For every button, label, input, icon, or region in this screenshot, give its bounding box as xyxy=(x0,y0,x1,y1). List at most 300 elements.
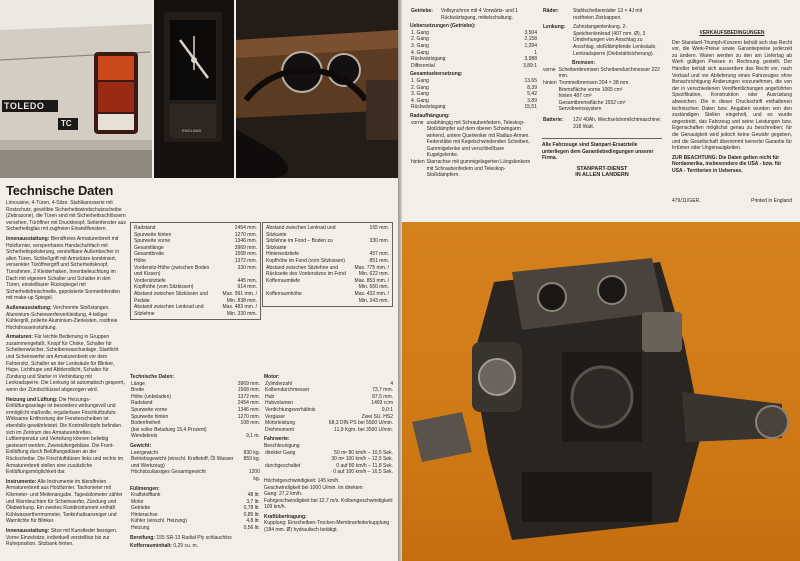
dimension-row xyxy=(133,291,258,304)
weight-title: Gewicht: xyxy=(130,442,152,449)
clock-illustration xyxy=(154,0,234,178)
motor-row xyxy=(264,400,394,407)
interior-text: Blendfreies Armaturenbrett mit Holzfurnier, versperrbares Handschuhfach mit Sicherheitspolsterung, verstellbare Außenbecher in allen Türen, Schließgriff mit Armstütze kombiniert, versenkter Türöffnergriff und Sicherheitsknopf, Türrahmen, 2 Kleiderhaken, Innenbeleuchtung im Dach mit eigenem Schalter und Schalter in den Türen, einstellbarer Rückspiegel mit Sicherheitsfreischnelle, gepolsterte Sonnenblenden mit make-up Spiegel. xyxy=(6,235,120,302)
tyre-line xyxy=(130,535,261,542)
total-value: 8,39 xyxy=(527,84,537,91)
total-row xyxy=(410,78,538,85)
dimension-row xyxy=(133,284,258,291)
steering-row xyxy=(542,24,662,57)
drive-note: Gang: 27,2 km/h. xyxy=(264,491,303,498)
motor-value: 1493 ccm xyxy=(371,400,393,407)
motor-label: Motorleistung xyxy=(265,420,296,427)
car-rear-photo xyxy=(0,0,152,178)
attention-text: ZUR BEACHTUNG: Die Daten gelten nicht für Nordamerika, insbesondere die USA - bzw. für USA - Territorien in Uebersee. xyxy=(672,154,782,174)
total-label: 1. Gang xyxy=(411,77,429,84)
ratio-value: 1 xyxy=(534,49,537,56)
right-page xyxy=(402,0,800,561)
dimension-value: 445 mm. xyxy=(237,277,257,284)
printed-in: Printed in England xyxy=(751,198,792,204)
tech-value: 108 mm. xyxy=(240,420,260,427)
dimension-label: Sitzlehne im Fond – Boden zu Sitzkante xyxy=(266,238,333,251)
ratio-row xyxy=(410,43,538,50)
brake-row xyxy=(542,106,662,113)
trunk-line xyxy=(130,543,261,550)
tech-label: Höhe (unbeladen) xyxy=(131,393,172,400)
tyre-value: 155 SR-13 Radial Ply schlauchlos xyxy=(156,534,232,541)
brake-label xyxy=(542,93,558,100)
dimension-value: 1346 mm. xyxy=(234,238,257,245)
dimension-value: 3969 mm. xyxy=(234,244,257,251)
tech-value: 1372 mm. xyxy=(237,393,260,400)
weight-value: 859 kg. xyxy=(243,456,260,463)
motor-row xyxy=(264,414,394,421)
weight-table xyxy=(130,450,261,483)
tech-row xyxy=(130,433,261,440)
tech-value: 2454 mm. xyxy=(237,400,260,407)
tech-table xyxy=(130,381,261,440)
brake-table xyxy=(542,67,662,113)
suspension-label: vorne xyxy=(411,119,424,126)
clutch-text: Kupplung: Einscheiben-Trocken-Membranfederkupplung (184 mm. Ø) hydraulisch betätigt. xyxy=(264,520,390,534)
car-badge: TOLEDO xyxy=(4,101,45,111)
dimension-row xyxy=(133,232,258,239)
seats-head: Innenausstattung: xyxy=(6,527,50,534)
exterior-head: Außenausstattung: xyxy=(6,304,52,311)
suspension-row xyxy=(410,120,538,140)
dimension-value: 330 mm. xyxy=(237,264,257,271)
fill-value: 4,8 ltr. xyxy=(246,518,260,525)
dimension-label: Radstand xyxy=(134,225,156,231)
dimension-label: Hinteresitztiefe xyxy=(266,251,300,258)
total-row xyxy=(410,91,538,98)
service-head2: IN ALLEN LANDERN xyxy=(575,172,629,179)
instruments-text: Alle Instrumente im blendfreien Armaturenbrett aus Holzfurnier. Tachometer mit Kilometer- und Meilenangabe. Tageskilometer zähler und Warnleuchten für Scheinwerfer, Zündung und Ölabwirkung. Ein zweites Rundinstrument enthält Kühlwasserthermometer, Tankinhaltsanzeiger und Warnlichte für Blinker. xyxy=(6,478,123,525)
suspension-row xyxy=(410,139,538,159)
trunk-value: 0,29 cu. m. xyxy=(173,543,199,550)
dimension-row xyxy=(133,278,258,285)
ratio-label: Rückwärtsgang xyxy=(411,56,446,63)
dimension-label: Abstand zwischen Lenkrad und Sitzkante xyxy=(266,225,336,238)
ratio-row xyxy=(410,36,538,43)
drive-sub: Beschleunigung xyxy=(264,442,300,449)
dimensions-table-left xyxy=(133,225,258,317)
left-page xyxy=(0,0,398,561)
total-label: 3. Gang xyxy=(411,91,429,98)
dimension-row xyxy=(265,225,390,238)
tech-title: Technische Daten: xyxy=(130,374,175,380)
tech-row xyxy=(130,427,261,434)
dimension-row xyxy=(265,278,390,291)
weight-value: 830 kg. xyxy=(243,449,260,456)
dimension-value: 1270 mm. xyxy=(234,231,257,238)
brake-row xyxy=(542,87,662,94)
total-title: Gesamtuebersetzung: xyxy=(410,71,463,78)
fill-row xyxy=(130,505,261,512)
total-label: Rückwärtsgang xyxy=(411,104,446,111)
equipment-text-column xyxy=(6,200,126,551)
dimension-row xyxy=(133,245,258,252)
tech-value: 1346 mm. xyxy=(237,406,260,413)
motor-label: Verdichtungsverhältnis xyxy=(265,406,316,413)
total-label: 4. Gang xyxy=(411,97,429,104)
dimension-label: Kopfhöhe im Fond (vom Sitzkissen) xyxy=(266,257,345,264)
weight-label: Höchstzulässiges Gesamtgewicht xyxy=(131,469,206,476)
brake-value: Scheibenbremsen Scheibendurchmesser 222 mm. xyxy=(558,66,660,80)
motor-value: 73,7 mm. xyxy=(372,387,393,394)
intro-paragraph xyxy=(6,200,126,233)
dimension-label: Vordersitz-Höhe (zwischen Boden und Kissen) xyxy=(134,264,210,278)
brake-value: Bremsfläche vorne 1065 cm² xyxy=(558,86,623,93)
dimension-label: Kofferraumhöhe xyxy=(266,290,302,297)
suspension-row xyxy=(410,159,538,179)
motor-value: 4 xyxy=(390,380,393,387)
wheels-row xyxy=(542,8,662,21)
motor-value: 87,5 mm. xyxy=(372,393,393,400)
tech-label: Radstand xyxy=(131,400,153,407)
tech-data-column xyxy=(130,374,261,550)
brake-value: Trommelbremsen 204 × 38 mm. xyxy=(558,79,630,86)
dimension-row xyxy=(265,251,390,258)
ratio-value: 1,394 xyxy=(524,42,537,49)
brake-value: hinten 487 cm² xyxy=(558,93,592,100)
susp-label: Radaufhängung: xyxy=(410,112,450,119)
drive-row xyxy=(264,450,394,457)
tech-label: Länge xyxy=(131,380,145,387)
fill-table xyxy=(130,492,261,532)
drive-title: Fahrwerte: xyxy=(264,436,290,443)
ratio-value: 3,504 xyxy=(524,29,537,36)
instruments-paragraph xyxy=(6,479,126,525)
controls-head: Armaturen: xyxy=(6,334,33,341)
motor-row xyxy=(264,420,394,427)
dashboard-instruments-photo xyxy=(236,0,398,178)
fill-label: Kraftstofftank xyxy=(131,492,161,499)
dimension-label: Spurweite vorne xyxy=(134,238,171,245)
drive-row xyxy=(264,463,394,470)
service-note: Alle Fahrzeuge sind Stanpart-Ersatzteile unterliegen dem Garantiebedingungen unserer Firma. xyxy=(542,138,662,162)
motor-value: 9,0:1 xyxy=(381,406,393,413)
drive-value: 50 mᵉ 80 km/h – 10,5 Sek. xyxy=(334,449,393,456)
dashboard-illustration xyxy=(236,0,398,178)
suspension-label: hinten xyxy=(411,159,425,166)
tech-row xyxy=(130,381,261,388)
drive-row xyxy=(264,456,394,463)
brake-label xyxy=(542,106,558,113)
interior-head: Innenausstattung: xyxy=(6,235,50,242)
total-row xyxy=(410,98,538,105)
dimension-label: Abstand zwischen Sitzlehne und Rückseite des Vordersitzes im Fond xyxy=(266,264,346,278)
tech-label: Spurweite vorne xyxy=(131,406,168,413)
brake-row xyxy=(542,67,662,80)
dimension-row xyxy=(133,265,258,278)
dimension-value: Max. 483 mm. / Min. 330 mm. xyxy=(222,304,257,317)
brake-row xyxy=(542,80,662,87)
ratio-title: Uebersetzungen (Getriebe): xyxy=(410,23,476,30)
brake-value: Gesamtbremsfläche 1552 cm² xyxy=(558,99,626,106)
total-table xyxy=(410,78,538,111)
dimension-row xyxy=(133,251,258,258)
total-row xyxy=(410,85,538,92)
dimension-row xyxy=(133,225,258,232)
dimension-label: Höhe xyxy=(134,257,146,264)
dimension-value: 165 mm. xyxy=(369,225,389,231)
brake-row xyxy=(542,93,662,100)
dimension-row xyxy=(265,258,390,265)
drive-row xyxy=(264,469,394,476)
battery-text: 12V 40Ah, Wechselstromlichtmaschine: 318 Watt. xyxy=(573,116,662,130)
instruments-head: Instrumente: xyxy=(6,478,37,485)
dimension-value: Max. 991 mm. / Min. 838 mm. xyxy=(222,290,257,304)
motor-row xyxy=(264,381,394,388)
tyre-label: Bereifung: xyxy=(130,534,155,541)
suspension-label xyxy=(410,139,426,159)
ratio-label: 1. Gang xyxy=(411,29,429,36)
total-value: 5,42 xyxy=(527,91,537,98)
chassis-column xyxy=(542,8,662,179)
tech-label: Wendekreis xyxy=(131,433,158,440)
tech-row xyxy=(130,400,261,407)
dimension-label: Abstand zwischen Lenkrad und Sitzlehne xyxy=(134,304,204,317)
drivetrain-column xyxy=(410,8,538,179)
brake-label: Bremsen: xyxy=(572,60,596,67)
drive-label: direkter Gang xyxy=(265,449,296,456)
fill-value: 0,78 ltr. xyxy=(243,505,260,512)
engine-photo xyxy=(402,222,800,561)
drive-notes xyxy=(264,478,394,511)
fill-row xyxy=(130,492,261,499)
heating-head: Heizung und Lüftung: xyxy=(6,396,58,403)
weight-row xyxy=(130,469,261,482)
drive-note: Höchstgeschwindigkeit: 145 km/h. xyxy=(264,477,340,484)
dimension-value: 1372 mm. xyxy=(234,257,257,264)
dimension-row xyxy=(265,291,390,304)
drive-note: Fahrgeschwindigkeit bei 12,7 m/s. Kolbengeschwindigkeit: 109 km/h. xyxy=(264,497,394,511)
tech-value: 3969 mm. xyxy=(237,380,260,387)
drive-label xyxy=(264,469,312,476)
service-head1: STANPART-DIENST xyxy=(576,165,628,172)
dimension-value: Max. 775 mm. / Min. 622 mm. xyxy=(354,264,389,278)
ratio-label: 2. Gang xyxy=(411,36,429,43)
ratio-value: 3,988 xyxy=(524,56,537,63)
ratio-table xyxy=(410,30,538,70)
dimensions-box-left xyxy=(130,222,261,320)
motor-label: Hubvolumen xyxy=(265,400,294,407)
susp-table xyxy=(410,120,538,179)
drive-label: durchgeschaltet xyxy=(265,462,301,469)
brake-label xyxy=(542,87,558,94)
footer-line xyxy=(672,198,792,205)
motor-title: Motor: xyxy=(264,374,280,380)
dimension-label: Gesamtbreite xyxy=(134,251,165,258)
dimension-row xyxy=(133,238,258,245)
steer-label: Lenkung: xyxy=(543,24,566,31)
fill-label: Motor xyxy=(131,498,144,505)
motor-label: Kolbendurchmesser xyxy=(265,387,310,394)
clutch-title: Kraftübertragung: xyxy=(264,513,307,520)
dimension-row xyxy=(133,304,258,317)
dimension-value: Max. 432 mm. / Min. 343 mm. xyxy=(354,290,389,304)
fill-value: 48 ltr. xyxy=(247,492,260,499)
motor-row xyxy=(264,394,394,401)
tech-value: 9,1 m. xyxy=(246,433,260,440)
tech-label: Breite xyxy=(131,387,145,394)
ratio-row xyxy=(410,50,538,57)
dimension-label: Spurweite hinten xyxy=(134,231,172,238)
print-code: 479/11/GER. xyxy=(672,198,701,204)
engine-illustration xyxy=(402,222,800,561)
battery-row xyxy=(542,117,662,130)
brake-value: Servobremssystem xyxy=(558,106,602,113)
fill-label: Hinterachse xyxy=(131,511,158,518)
dimension-value: Max. 853 mm. / Min. 660 mm. xyxy=(354,277,389,291)
motor-label: Drehmoment xyxy=(265,426,294,433)
suspension-value: Starrachse mit gummigelagerten Längslenkern mit Schraubenfedern und Teleskop-Stoßdämpfern. xyxy=(426,159,531,179)
wheels-text: Stahlscheibenräder 13 × 4J mit rostfreien Zierkappen. xyxy=(573,8,643,21)
dash-caption: ENGLAND xyxy=(182,128,202,133)
dimension-label: Kopfhöhe (vom Sitzkissen) xyxy=(134,284,194,291)
gearbox-row xyxy=(410,8,538,21)
dimension-row xyxy=(265,265,390,278)
motor-row xyxy=(264,407,394,414)
drive-value: 30 mᵉ 100 km/h – 12,5 Sek. xyxy=(331,456,393,463)
motor-row xyxy=(264,427,394,434)
page-title: Technische Daten xyxy=(6,183,114,198)
ratio-row xyxy=(410,56,538,63)
ratio-label: Differential xyxy=(411,62,435,69)
sales-text: Der Standard-Triumph-Konzern behält sich das Recht vor, die Werk-Preise sowie Garantiepreise jederzeit zu ändern. Waren werden zu den am Liefertag ab Werk gültigen Preisen in Rechnung gestellt. Der Händler behält sich ausserdem das Recht vor, nach Verkauf und vor Ablieferung eines Fahrzeuges ohne Benachrichtigung Änderungen vorzunehmen, die von der in verschiedenen Veröffentlichungen angeführten Spezifikation, Konstruktion oder Ausrüstung abweichen. Die in dieser Druckschrift enthaltenen technischen Daten bzw. Angaben wurden von den zuständigen Stellen eingeholt, und es wurde angestrebt, das Fahrzeug und seine Leistungen bzw. Eigenschaften möglichst genau zu beschreiben; für die Genauigkeit wird jedoch keine Gewähr gegeben, und die Gesellschaft übernimmt keinerlei Garantie für Irrtümer oder Ungenauigkeiten. xyxy=(672,39,792,152)
ratio-value: 3,89:1 xyxy=(523,62,537,69)
weight-label: Betriebsgewicht (einschl. Kraftstoff, Öl Wasser und Werkzeug) xyxy=(131,456,234,469)
weight-label: Leergewicht xyxy=(131,449,158,456)
tech-value xyxy=(230,427,261,434)
fill-row xyxy=(130,518,261,525)
brake-label xyxy=(542,100,558,107)
weight-value: 1200 kg. xyxy=(248,469,260,482)
motor-value: Zwei SU. HS2 xyxy=(361,413,393,420)
heating-text: Die Heizungs-Entlüftungsanlage ist besonders wirkungsvoll und ermöglicht maßvolle, regulierbare Frischluftzufuhr. Wirksame Entfrostung der Fensterscheiben ist ebenfalls gewährleistet. Die Kontrollknöpfe befinden sich im Zentrum des Armaturenbrettes. Lufttemperatur und Verteilung können beliebig gesteuert werden, Zweistufengebläse. Die Front- Entlüftung durch Belüftungsdüsen an der Rückscheibe. Die Frischluftdüsen links und rechts im Armaturenbrett stellen eine zusätzliche Entlüftungsmöglichkeit dar. xyxy=(6,396,123,476)
motor-label: Vergaser xyxy=(265,413,286,420)
total-value: 15,51 xyxy=(524,104,537,111)
tech-label: Bodenfreiheit xyxy=(131,420,161,427)
steer-text: Zahnstangenlenkung, 2-Speichenlenkrad (407 mm. Ø), 3 Umdrehungen von Anschlag zu Anschlag, stoßdämpfende Lenksäule, Lenkradsperre (Diebstahlsicherung). xyxy=(573,24,657,57)
dimension-value: 330 mm. xyxy=(369,238,389,245)
gearbox-label: Getriebe: xyxy=(411,8,433,14)
dimensions-table-right xyxy=(265,225,390,304)
dimension-value: 2454 mm. xyxy=(234,225,257,231)
interior-paragraph xyxy=(6,236,126,302)
motor-label: Hub xyxy=(265,393,275,400)
wheels-label: Räder: xyxy=(543,8,559,14)
fill-title: Füllmengen: xyxy=(130,485,160,492)
dimension-row xyxy=(133,258,258,265)
motor-table xyxy=(264,381,394,434)
tech-value: 1270 mm. xyxy=(237,413,260,420)
weight-row xyxy=(130,456,261,469)
drive-note: Geschwindigkeit bei 1000 U/min. im direkten xyxy=(264,484,363,491)
trunk-label: Kofferrauminhalt: xyxy=(130,543,172,550)
fill-value: 3,7 ltr. xyxy=(246,498,260,505)
sales-title: VERKAUFSBEDINGUNGEN xyxy=(699,30,765,36)
dimension-label: Kofferraumtiefe xyxy=(266,277,301,284)
fill-row xyxy=(130,499,261,506)
battery-label: Batterie: xyxy=(543,116,564,123)
gearbox-text: Vollsynchron mit 4 Vorwärts- und 1 Rückwärtsgang, mittelschaltung. xyxy=(441,8,518,21)
total-value: 13,65 xyxy=(524,77,537,84)
tech-row xyxy=(130,394,261,401)
motor-value: 68,3 DIN PS bei 5500 U/min. xyxy=(328,420,393,427)
controls-paragraph xyxy=(6,334,126,393)
ratio-row xyxy=(410,30,538,37)
exterior-text: Verchromte Stoßstangen, Aluminium-Scheinwerferverkleidung, 4-teiliger Kühlergrill, polierte Aluminium-Zierleisten, rostfreie Hochdrosseinstuhlung. xyxy=(6,304,118,331)
motor-value: 11,9 Kgm. bei 3500 U/min. xyxy=(334,426,393,433)
total-label: 2. Gang xyxy=(411,84,429,91)
seats-text: Sitze mit Kunstleder bezogen. Vorne Einzelsitze, individuell verstellbar bis zur Ruheposition. Sitzbank hinten. xyxy=(6,527,118,548)
suspension-value: unabhängig mit Schraubenfedern, Teleskop-Stoßdämpfer auf dem oberen Schwingarm wirkend, untere Querlenker mit Radius-Armen. xyxy=(426,119,530,139)
dashboard-clock-photo xyxy=(154,0,234,178)
dimension-value: 1568 mm. xyxy=(234,251,257,258)
fill-label: Kühler (einschl. Heizung) xyxy=(131,518,187,525)
seats-paragraph xyxy=(6,528,126,548)
suspension-value: Federstäbe mit Kegelschwindenden Scheiben, Gummigelenke und verschließbare Kugelgelenke. xyxy=(426,139,530,159)
controls-text: Für leichte Bedienung in Gruppen zusammengefaßt, Knopf für Choke, Schalter für Scheibenwischer, Scheibenwaschanlage, Startlicht und Scheinwerfer am Armaturenbrett vor dem Fahrersitz, Schalter an der Lenksäule für Blinker, Hupe, Lichthupe und Abblendlicht, Schalter für Zündung und Starter in Verbindung mit Lenkradsperre. Die Lenkung ist automatisch gesperrt, wenn der Zündschlüssel abgezogen wird. xyxy=(6,334,125,394)
drive-value: 0 auf 80 km/h – 11,8 Sek. xyxy=(336,462,393,469)
exterior-paragraph xyxy=(6,305,126,331)
dimension-label: Abstand zwischen Sitzkissen und Pedale xyxy=(134,290,208,304)
fill-value: 0,56 ltr. xyxy=(243,525,260,532)
ratio-label: 4. Gang xyxy=(411,49,429,56)
ratio-value: 2,158 xyxy=(524,36,537,43)
fill-label: Heizung xyxy=(131,525,150,532)
sales-conditions-column xyxy=(672,30,792,174)
brake-row xyxy=(542,100,662,107)
motor-row xyxy=(264,387,394,394)
fill-label: Getriebe xyxy=(131,505,151,512)
motor-column xyxy=(264,374,394,534)
tech-value: 1568 mm. xyxy=(237,387,260,394)
total-value: 3,89 xyxy=(527,97,537,104)
drive-table xyxy=(264,450,394,476)
dimension-row xyxy=(265,238,390,251)
ratio-label: 3. Gang xyxy=(411,42,429,49)
drive-value: 0 auf 100 km/h – 16,5 Sek. xyxy=(333,469,393,476)
tech-row xyxy=(130,387,261,394)
tech-row xyxy=(130,414,261,421)
car-badge-sub: TC xyxy=(61,119,72,128)
intro-text: Limousine, 4-Türen, 4-Sitze. Stahlkarosserie mit Rostschutz, gewölbte Sicherheitswindschutzscheibe (Zebrazone), die Türen sind mit Sicherheitsschlössern versehen, Türöffner mit Druckknopf, Seitenfenster aus Sicherheitsglas mit zugfreien Einstellfenstern. xyxy=(6,200,126,233)
tech-row xyxy=(130,407,261,414)
tech-row xyxy=(130,420,261,427)
heating-paragraph xyxy=(6,397,126,476)
dimension-label: Vordersitztiefe xyxy=(134,277,166,284)
ratio-row xyxy=(410,63,538,70)
drive-label xyxy=(264,456,312,463)
dimension-value: 851 mm. xyxy=(369,257,389,264)
motor-label: Zylinderzahl xyxy=(265,380,292,387)
fill-row xyxy=(130,525,261,532)
dimension-label: Gesamtlänge xyxy=(134,244,164,251)
dimensions-box-right xyxy=(262,222,393,307)
tech-label: (bei voller Beladung 15,4 Prozent) xyxy=(131,426,207,433)
brake-label: vorne xyxy=(543,66,556,73)
fill-row xyxy=(130,512,261,519)
dimension-value: 457 mm. xyxy=(369,251,389,258)
car-rear-illustration xyxy=(0,0,152,178)
brake-label: hinten xyxy=(543,79,557,86)
tech-label: Spurweite hinten xyxy=(131,413,169,420)
fill-value: 0,85 ltr. xyxy=(243,511,260,518)
total-row xyxy=(410,104,538,111)
dimension-value: 914 mm. xyxy=(237,284,257,291)
